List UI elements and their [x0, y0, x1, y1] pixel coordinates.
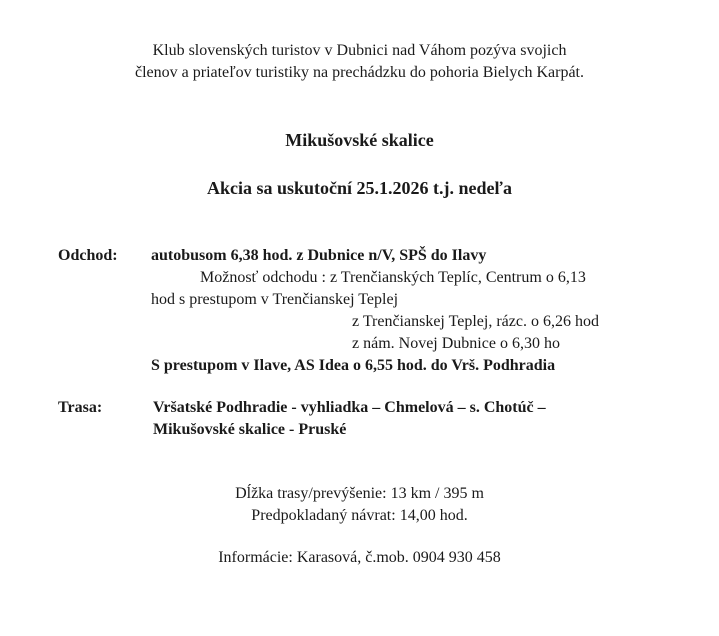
event-title: Mikušovské skalice	[285, 130, 434, 150]
departure-alt-line-4: z nám. Novej Dubnice o 6,30 ho	[352, 335, 560, 352]
departure-main: autobusom 6,38 hod. z Dubnice n/V, SPŠ do Ilavy	[151, 247, 487, 264]
return-time: Predpokladaný návrat: 14,00 hod.	[251, 507, 468, 524]
intro-line-1: Klub slovenských turistov v Dubnici nad Váhom pozýva svojich	[152, 42, 567, 59]
departure-alt-line-1: Možnosť odchodu : z Trenčianských Teplíc, Centrum o 6,13	[200, 269, 586, 286]
route-label: Trasa:	[58, 399, 103, 416]
departure-transfer: S prestupom v Ilave, AS Idea o 6,55 hod. do Vrš. Podhradia	[151, 357, 556, 374]
route-line-2: Mikušovské skalice - Pruské	[153, 421, 347, 438]
route-line-1: Vršatské Podhradie - vyhliadka – Chmelová – s. Chotúč –	[153, 399, 546, 416]
departure-alt-line-2: hod s prestupom v Trenčianskej Teplej	[151, 291, 399, 308]
intro-line-2: členov a priateľov turistiky na prechádzku do pohoria Bielych Karpát.	[134, 64, 584, 81]
event-date: Akcia sa uskutoční 25.1.2026 t.j. nedeľa	[207, 178, 512, 198]
trip-length: Dĺžka trasy/prevýšenie: 13 km / 395 m	[235, 485, 484, 502]
departure-alt-line-3: z Trenčianskej Teplej, rázc. o 6,26 hod	[352, 313, 599, 330]
departure-label: Odchod:	[58, 247, 118, 264]
contact-info: Informácie: Karasová, č.mob. 0904 930 458	[218, 549, 501, 566]
